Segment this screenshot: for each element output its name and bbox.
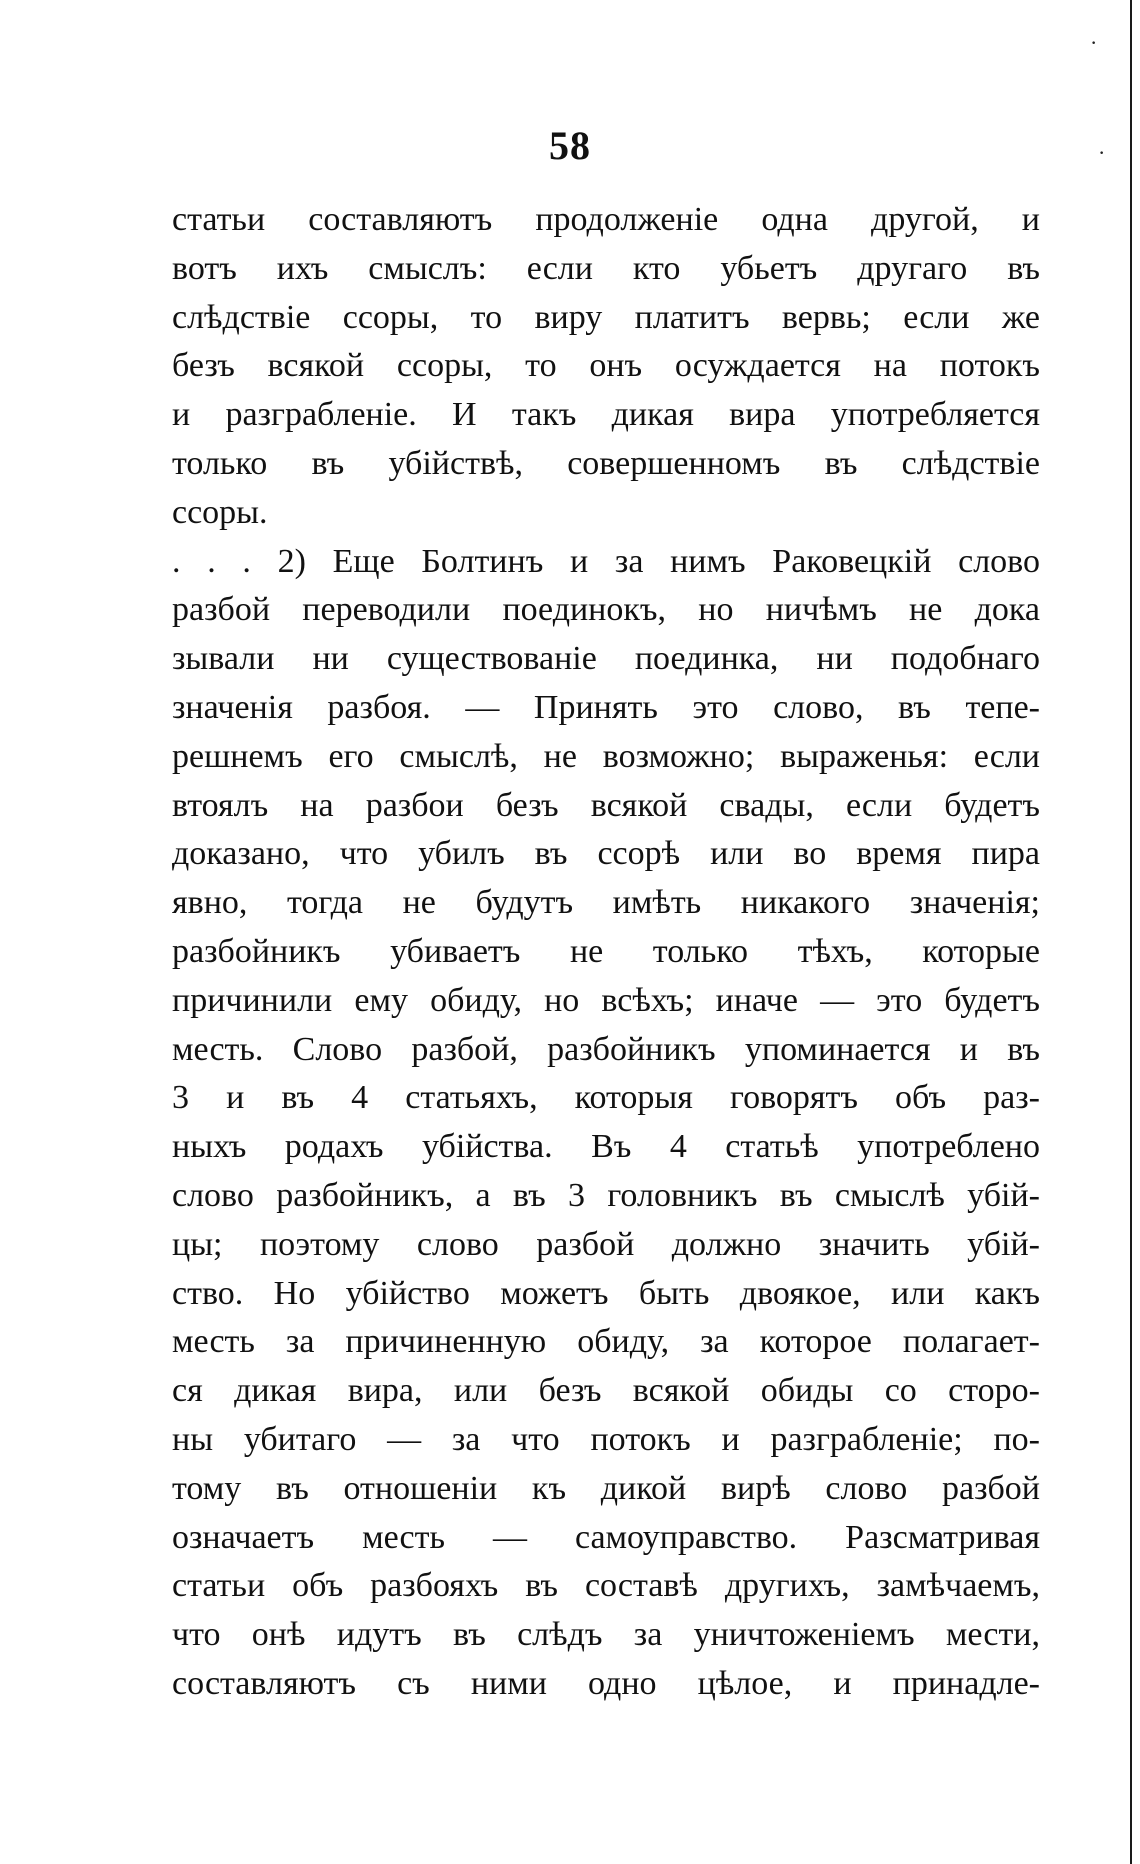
text-line: цы; поэтому слово разбой должно значить убій- [172, 1225, 1040, 1263]
text-line: зывали ни существованіе поединка, ни подобнаго [172, 640, 1040, 678]
text-line: только въ убійствѣ, совершенномъ въ слѣдствіе [172, 444, 1040, 482]
text-line: . . . 2) Еще Болтинъ и за нимъ Раковецкій слово [172, 542, 1040, 580]
text-line: составляютъ съ ними одно цѣлое, и принадле- [172, 1664, 1040, 1702]
text-line: безъ всякой ссоры, то онъ осуждается на потокъ [172, 347, 1040, 385]
text-line: ны убитаго — за что потокъ и разграбленіе; по- [172, 1420, 1040, 1458]
text-line: решнемъ его смыслѣ, не возможно; выраженья: если [172, 737, 1040, 775]
text-line: разбойникъ убиваетъ не только тѣхъ, которые [172, 932, 1040, 970]
text-line: месть за причиненную обиду, за которое полагает- [172, 1323, 1040, 1361]
text-line: слово разбойникъ, а въ 3 головникъ въ смыслѣ убій- [172, 1176, 1040, 1214]
text-line: месть. Слово разбой, разбойникъ упоминается и въ [172, 1030, 1040, 1068]
text-line: тому въ отношеніи къ дикой вирѣ слово разбой [172, 1469, 1040, 1507]
text-line: доказано, что убилъ въ ссорѣ или во время пира [172, 835, 1040, 873]
text-line: ся дикая вира, или безъ всякой обиды со сторо- [172, 1372, 1040, 1410]
text-line: втоялъ на разбои безъ всякой свады, если будетъ [172, 786, 1040, 824]
text-line: вотъ ихъ смыслъ: если кто убьетъ другаго въ [172, 249, 1040, 287]
body-text [172, 196, 1040, 1709]
text-line: причинили ему обиду, но всѣхъ; иначе — это будетъ [172, 981, 1040, 1019]
text-line: разбой переводили поединокъ, но ничѣмъ не дока [172, 591, 1040, 629]
text-line: и разграбленіе. И такъ дикая вира употребляется [172, 396, 1040, 434]
scan-mark: · [1098, 140, 1106, 165]
text-line: означаетъ месть — самоуправство. Разсматривая [172, 1518, 1040, 1556]
text-line: слѣдствіе ссоры, то виру платитъ вервь; если же [172, 298, 1040, 336]
scan-mark: · [1090, 30, 1098, 55]
page-edge-shadow [1130, 0, 1132, 1864]
page-number: 58 [549, 123, 591, 168]
text-line: статьи составляютъ продолженіе одна другой, и [172, 201, 1040, 238]
text-line: 3 и въ 4 статьяхъ, которыя говорятъ объ раз- [172, 1079, 1040, 1117]
text-line: ныхъ родахъ убійства. Въ 4 статьѣ употреблено [172, 1128, 1040, 1166]
text-line: значенія разбоя. — Принять это слово, въ тепе- [172, 688, 1040, 726]
text-line: ство. Но убійство можетъ быть двоякое, или какъ [172, 1274, 1040, 1312]
text-line: что онѣ идутъ въ слѣдъ за уничтоженіемъ мести, [172, 1616, 1040, 1654]
text-line: явно, тогда не будутъ имѣть никакого значенія; [172, 884, 1040, 922]
text-line: ссоры. [172, 493, 268, 531]
text-line: статьи объ разбояхъ въ составѣ другихъ, замѣчаемъ, [172, 1567, 1040, 1605]
